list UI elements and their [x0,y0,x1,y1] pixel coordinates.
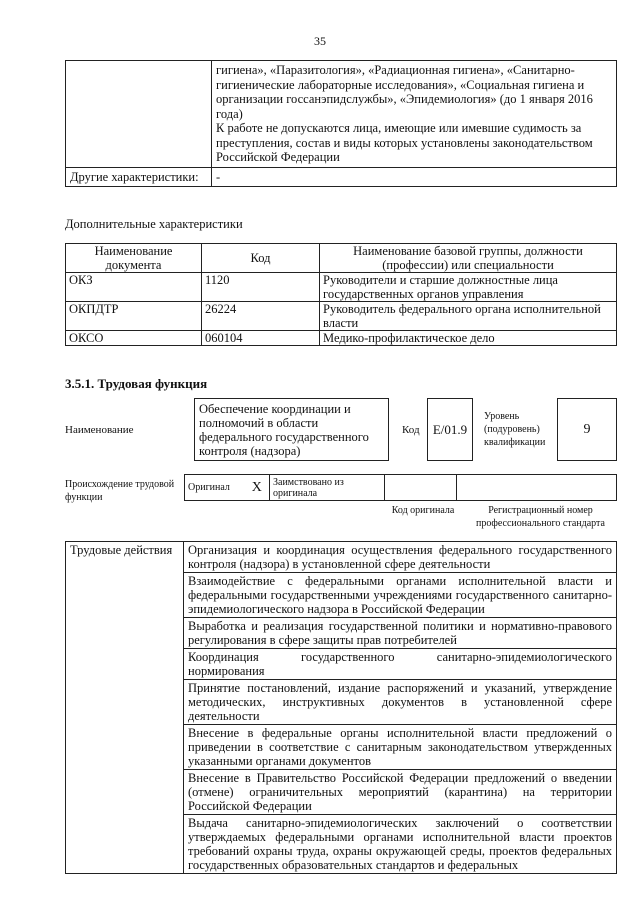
characteristics-table [65,243,617,346]
header-row [66,244,617,273]
level-label: Уровень (подуровень) квалификации [484,411,546,448]
other-value: - [212,167,617,187]
page-number: 35 [314,34,326,48]
origin-code-cell [385,475,457,501]
empty-cell [66,61,212,168]
origin-table [184,474,617,501]
action-item: Внесение в Правительство Российской Федерации предложений о введении (отмене) ограничительных мероприятий (карантина) на территории Российской Федерации [184,770,617,815]
doc-cell: ОКПДТР [66,302,202,331]
section-heading: 3.5.1. Трудовая функция [65,376,208,391]
requirements-cell [212,61,617,168]
name-label: Наименование [65,424,134,436]
labour-actions-table [65,541,617,874]
table-row [66,302,617,331]
origin-label: Происхождение трудовой функции [65,479,175,503]
code-cell: 060104 [202,331,320,346]
origin-code-caption: Код оригинала [391,505,455,516]
table-row [66,331,617,346]
name-cell: Руководители и старшие должностные лица государственных органов управления [320,273,617,302]
function-title: Обеспечение координации и полномочий в области федерального государственного контроля (надзора) [199,402,369,458]
text-line: организации госсанэпидслужбы», «Эпидемиология» (до 1 января 2016 [216,92,593,106]
original-label: Оригинал [185,475,245,501]
text-line: К работе не допускаются лица, имеющие или имевшие судимость за [216,121,582,135]
text-line: гигиенические лабораторные исследования», «Социальная гигиена и [216,77,585,92]
name-cell: Медико-профилактическое дело [320,331,617,346]
original-mark: X [245,475,270,501]
column-header: Наименование документа [66,244,202,273]
action-item: Выработка и реализация государственной политики и нормативно-правового регулирования в сфере защиты прав потребителей [184,618,617,649]
continuation-table [65,60,617,187]
doc-cell: ОКЗ [66,273,202,302]
reg-number-caption: Регистрационный номер профессионального стандарта [476,505,605,529]
level-value: 9 [583,421,591,437]
code-value: E/01.9 [432,421,468,437]
action-item: Выдача санитарно-эпидемиологических заключений о соответствии утверждаемых федеральными органами исполнительной власти проектов требований охраны труда, охраны окружающей среды, проектов федеральных государственных образовательных стандартов и федеральных [184,815,617,874]
action-item: Внесение в федеральные органы исполнительной власти предложений о приведении в соответствие с санитарным законодательством утвержденных указанными органами документов [184,725,617,770]
table-row [66,273,617,302]
code-label: Код [402,424,420,436]
table-row [66,542,617,573]
table-row [66,167,617,187]
function-title-box [194,398,389,461]
action-item: Организация и координация осуществления федерального государственного контроля (надзора) в установленной сфере деятельности [184,542,617,573]
text-line: года) [216,106,243,121]
code-box [427,398,473,461]
code-cell: 1120 [202,273,320,302]
column-header: Код [202,244,320,273]
doc-cell: ОКСО [66,331,202,346]
table-row [66,61,617,168]
other-label: Другие характеристики: [66,167,212,187]
reg-number-cell [457,475,617,501]
name-cell: Руководитель федерального органа исполнительной власти [320,302,617,331]
additional-caption: Дополнительные характеристики [65,217,243,231]
text-line: Российской Федерации [216,150,340,164]
action-item: Координация государственного санитарно-эпидемиологического нормирования [184,649,617,680]
text-line: преступления, состав и виды которых установлены законодательством [216,135,593,150]
action-item: Принятие постановлений, издание распоряжений и указаний, утверждение методических, инструктивных документов в установленной сфере деятельности [184,680,617,725]
table-row [185,475,617,501]
column-header: Наименование базовой группы, должности (профессии) или специальности [320,244,617,273]
level-box [557,398,617,461]
text-line: гигиена», «Паразитология», «Радиационная гигиена», «Санитарно- [216,63,575,77]
borrowed-label: Заимствовано из оригинала [270,475,385,501]
action-item: Взаимодействие с федеральными органами исполнительной власти и федеральными государственными учреждениями государственного санитарно-эпидемиологического надзора в Российской Федерации [184,573,617,618]
actions-label: Трудовые действия [66,542,184,874]
code-cell: 26224 [202,302,320,331]
